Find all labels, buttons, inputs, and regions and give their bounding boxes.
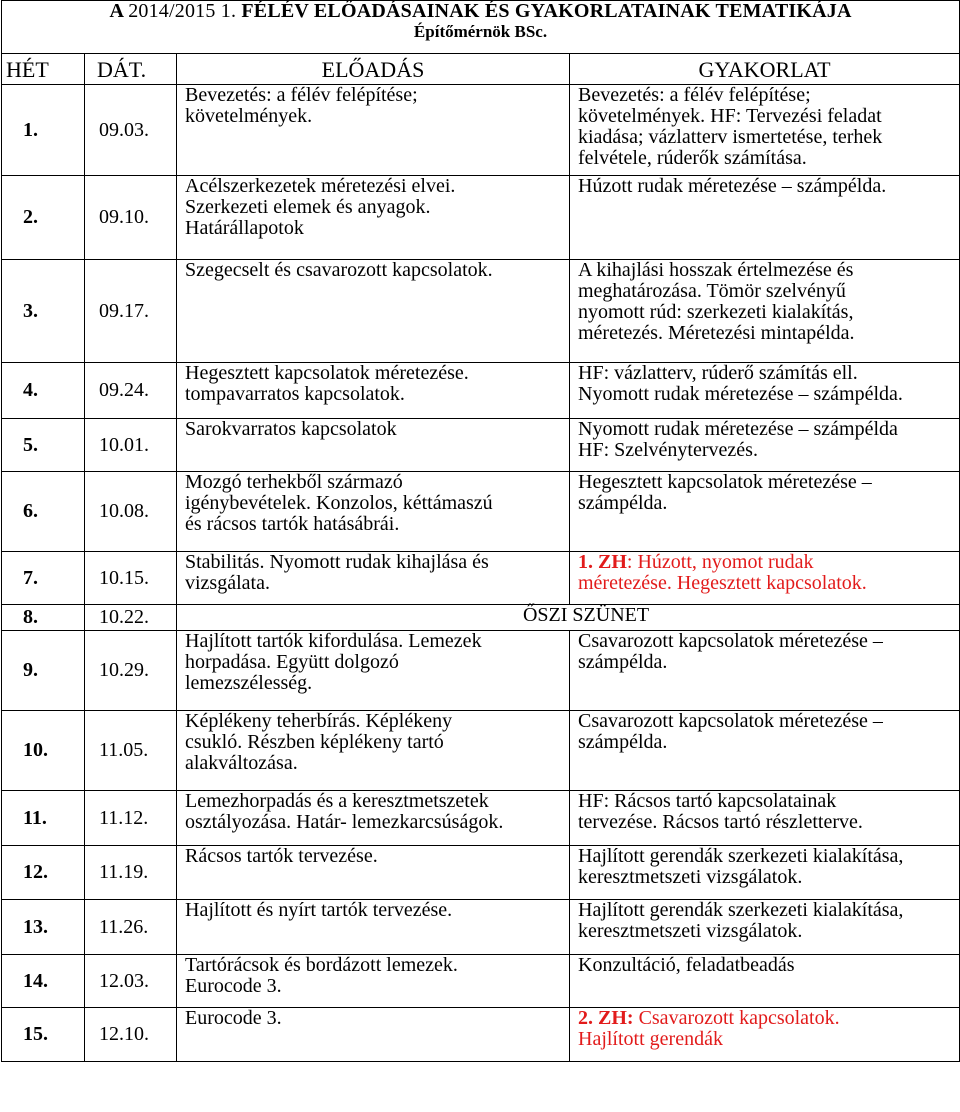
week-date: 09.03. [85,85,177,176]
schedule-table [1,0,960,1062]
lecture-cell: Stabilitás. Nyomott rudak kihajlása és vizsgálata. [177,552,570,605]
week-number: 1. [2,85,85,176]
table-row [2,552,960,605]
practice-cell-exam: 1. ZH: Húzott, nyomot rudak méretezése. Hegesztett kapcsolatok. [570,552,960,605]
week-number: 12. [2,846,85,900]
week-number: 8. [2,605,85,631]
header-date: DÁT. [85,54,177,85]
table-row [2,631,960,711]
week-date: 11.05. [85,711,177,791]
lecture-cell: Hajlított tartók kifordulása. Lemezek horpadása. Együtt dolgozó lemezszélesség. [177,631,570,711]
title-row [2,1,960,54]
lecture-cell: Hegesztett kapcsolatok méretezése. tompavarratos kapcsolatok. [177,363,570,419]
lecture-cell: Tartórácsok és bordázott lemezek. Eurocode 3. [177,955,570,1008]
week-number: 3. [2,260,85,363]
lecture-cell: Képlékeny teherbírás. Képlékeny csukló. Részben képlékeny tartó alakváltozása. [177,711,570,791]
week-date: 12.10. [85,1008,177,1062]
practice-cell: Hajlított gerendák szerkezeti kialakítása, keresztmetszeti vizsgálatok. [570,846,960,900]
week-number: 6. [2,472,85,552]
lecture-cell: Eurocode 3. [177,1008,570,1062]
practice-cell: A kihajlási hosszak értelmezése és meghatározása. Tömör szelvényű nyomott rúd: szerkezeti kialakítás, méretezés. Méretezési mintapélda. [570,260,960,363]
exam-label: 2. ZH: [578,1007,634,1029]
week-number: 14. [2,955,85,1008]
exam-label: 1. ZH [578,551,627,573]
document-subtitle: Építőmérnök BSc. [413,22,548,41]
lecture-cell: Sarokvarratos kapcsolatok [177,419,570,472]
week-number: 13. [2,900,85,955]
practice-cell: Húzott rudak méretezése – számpélda. [570,176,960,260]
header-practice: GYAKORLAT [570,54,960,85]
week-date: 10.01. [85,419,177,472]
header-lecture: ELŐADÁS [177,54,570,85]
practice-cell: Csavarozott kapcsolatok méretezése – számpélda. [570,631,960,711]
practice-cell: Hajlított gerendák szerkezeti kialakítása, keresztmetszeti vizsgálatok. [570,900,960,955]
week-date: 10.15. [85,552,177,605]
practice-cell: HF: Rácsos tartó kapcsolatainak tervezése. Rácsos tartó részletterve. [570,791,960,846]
lecture-cell: Rácsos tartók tervezése. [177,846,570,900]
lecture-cell: Acélszerkezetek méretezési elvei. Szerkezeti elemek és anyagok. Határállapotok [177,176,570,260]
lecture-cell: Mozgó terhekből származó igénybevételek. Konzolos, kéttámaszú és rácsos tartók hatásábrái. [177,472,570,552]
week-date: 09.10. [85,176,177,260]
week-date: 11.12. [85,791,177,846]
autumn-break-label: ŐSZI SZÜNET [177,605,960,631]
week-date: 11.26. [85,900,177,955]
header-week: HÉT [2,54,85,85]
week-number: 7. [2,552,85,605]
week-date: 09.24. [85,363,177,419]
practice-cell: Hegesztett kapcsolatok méretezése – számpélda. [570,472,960,552]
table-row [2,955,960,1008]
table-row [2,260,960,363]
table-row [2,1008,960,1062]
practice-cell: Nyomott rudak méretezése – számpélda HF: Szelvénytervezés. [570,419,960,472]
table-row [2,363,960,419]
week-number: 4. [2,363,85,419]
table-row [2,419,960,472]
week-number: 15. [2,1008,85,1062]
week-number: 11. [2,791,85,846]
header-row [2,54,960,85]
week-number: 9. [2,631,85,711]
week-number: 2. [2,176,85,260]
lecture-cell: Bevezetés: a félév felépítése; követelmények. [177,85,570,176]
practice-cell: HF: vázlatterv, rúderő számítás ell. Nyomott rudak méretezése – számpélda. [570,363,960,419]
week-number: 5. [2,419,85,472]
week-date: 12.03. [85,955,177,1008]
table-row-break [2,605,960,631]
practice-cell: Csavarozott kapcsolatok méretezése – számpélda. [570,711,960,791]
week-number: 10. [2,711,85,791]
table-row [2,711,960,791]
document-title: A 2014/2015 1. FÉLÉV ELŐADÁSAINAK ÉS GYAKORLATAINAK TEMATIKÁJA Építőmérnök BSc. [2,1,960,54]
practice-cell: Konzultáció, feladatbeadás [570,955,960,1008]
week-date: 10.22. [85,605,177,631]
table-row [2,472,960,552]
lecture-cell: Lemezhorpadás és a keresztmetszetek osztályozása. Határ- lemezkarcsúságok. [177,791,570,846]
table-row [2,846,960,900]
week-date: 10.08. [85,472,177,552]
table-row [2,900,960,955]
table-row [2,176,960,260]
table-row [2,85,960,176]
practice-cell-exam: 2. ZH: Csavarozott kapcsolatok. Hajlított gerendák [570,1008,960,1062]
practice-cell: Bevezetés: a félév felépítése; követelmények. HF: Tervezési feladat kiadása; vázlatterv ismertetése, terhek felvétele, rúderők számítása. [570,85,960,176]
week-date: 10.29. [85,631,177,711]
week-date: 09.17. [85,260,177,363]
lecture-cell: Szegecselt és csavarozott kapcsolatok. [177,260,570,363]
lecture-cell: Hajlított és nyírt tartók tervezése. [177,900,570,955]
table-row [2,791,960,846]
week-date: 11.19. [85,846,177,900]
